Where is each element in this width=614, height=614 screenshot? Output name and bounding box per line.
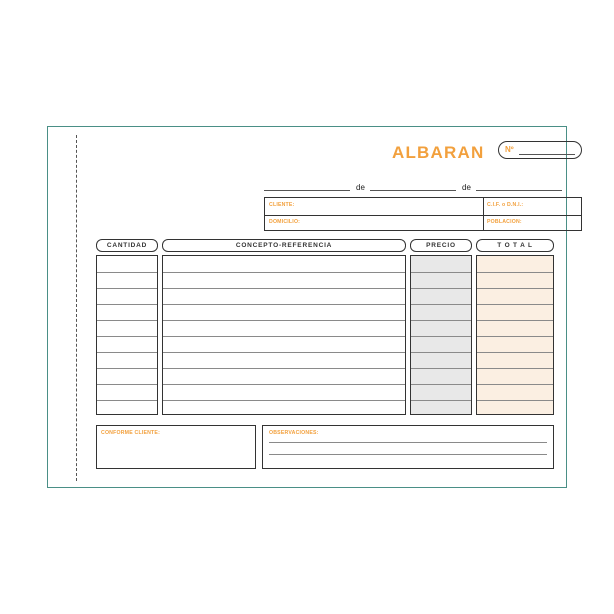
client-details-block xyxy=(264,197,582,231)
date-connector-1: de xyxy=(356,183,365,192)
column-body-total[interactable] xyxy=(476,255,554,415)
albaran-pad-sheet xyxy=(47,126,567,488)
date-row xyxy=(264,181,582,193)
conforme-cliente-box[interactable] xyxy=(96,425,256,469)
date-year-input[interactable] xyxy=(476,181,562,191)
items-table xyxy=(96,239,554,419)
column-header-precio: PRECIO xyxy=(410,239,472,252)
column-body-precio[interactable] xyxy=(410,255,472,415)
cif-label: C.I.F. o D.N.I.: xyxy=(487,202,524,208)
observaciones-label: OBSERVACIONES: xyxy=(269,430,319,436)
conforme-cliente-label: CONFORME CLIENTE: xyxy=(101,430,161,436)
observaciones-box[interactable] xyxy=(262,425,554,469)
date-connector-2: de xyxy=(462,183,471,192)
client-block-divider-vertical xyxy=(483,198,484,230)
form-footer xyxy=(96,425,554,469)
date-month-input[interactable] xyxy=(370,181,456,191)
paper-surface xyxy=(48,127,566,487)
page-title: ALBARAN xyxy=(392,143,485,162)
document-number-label: Nº xyxy=(505,145,514,154)
column-header-total: T O T A L xyxy=(476,239,554,252)
form-area xyxy=(96,137,554,477)
table-header-row xyxy=(96,239,554,252)
column-header-cantidad: CANTIDAD xyxy=(96,239,158,252)
observaciones-line-2 xyxy=(269,454,547,455)
client-block-divider-horizontal xyxy=(265,215,581,216)
cliente-label: CLIENTE: xyxy=(269,202,295,208)
perforation-line xyxy=(76,135,77,481)
form-header xyxy=(96,137,554,177)
document-number-box[interactable] xyxy=(498,141,582,159)
domicilio-label: DOMICILIO: xyxy=(269,219,301,225)
observaciones-line-1 xyxy=(269,442,547,443)
poblacion-label: POBLACION: xyxy=(487,219,522,225)
document-number-input[interactable] xyxy=(519,154,575,155)
date-day-input[interactable] xyxy=(264,181,350,191)
column-body-cantidad[interactable] xyxy=(96,255,158,415)
column-body-concepto[interactable] xyxy=(162,255,406,415)
column-header-concepto: CONCEPTO-REFERENCIA xyxy=(162,239,406,252)
